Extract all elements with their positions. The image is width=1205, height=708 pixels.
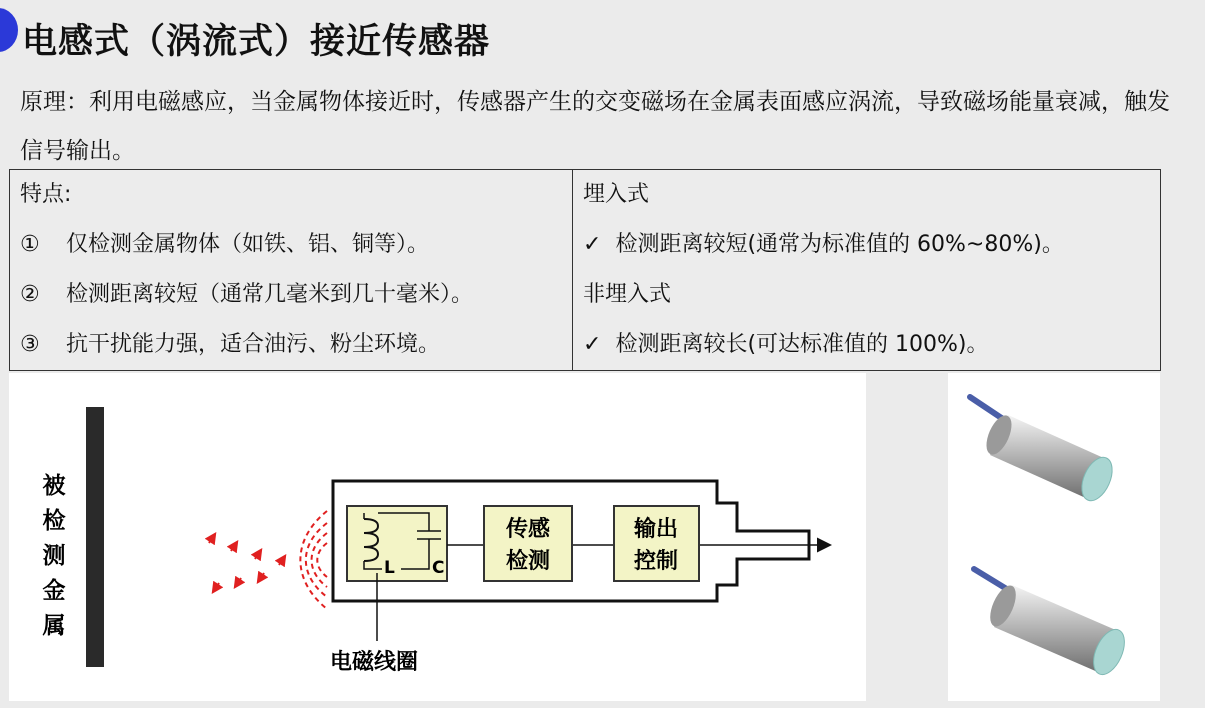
- inductor-label: L: [384, 558, 395, 578]
- metal-label-char: 测: [42, 543, 66, 569]
- metal-target: [86, 407, 104, 667]
- feature-number: ①: [20, 232, 40, 257]
- metal-label-char: 检: [42, 508, 66, 534]
- sense-block-label: 传感: [505, 517, 551, 542]
- embedded-detail: [573, 220, 1160, 270]
- mounting-cell: [573, 170, 1161, 371]
- diagram-svg: [9, 373, 866, 701]
- metal-label-char: 被: [42, 473, 66, 499]
- feature-item: [10, 270, 572, 320]
- check-icon: ✓: [583, 332, 602, 357]
- check-icon: ✓: [583, 232, 602, 257]
- feature-text: 仅检测金属物体（如铁、铝、铜等）。: [66, 232, 430, 257]
- sensor-photos: [948, 373, 1160, 701]
- metal-label-char: 金: [42, 578, 66, 604]
- embedded-label: 埋入式: [583, 182, 650, 207]
- output-block-label: 输出: [633, 517, 679, 542]
- feature-item: [10, 320, 572, 370]
- feature-number: ②: [20, 282, 40, 307]
- feature-text: 检测距离较短（通常几毫米到几十毫米）。: [66, 282, 474, 307]
- sensor-photo-icon: [974, 569, 1131, 679]
- feature-item: [10, 220, 572, 270]
- metal-label-char: 属: [42, 613, 66, 639]
- magnetic-field-lines: [209, 511, 327, 609]
- non-embedded-detail: [573, 320, 1160, 370]
- feature-number: ③: [20, 332, 40, 357]
- sensor-photo-icon: [948, 373, 1160, 701]
- corner-accent: [0, 8, 18, 52]
- features-table: [9, 169, 1161, 371]
- principle-text: 原理：利用电磁感应，当金属物体接近时，传感器产生的交变磁场在金属表面感应涡流，导致磁场能量衰减，触发信号输出。: [20, 89, 1170, 164]
- output-block-label: 控制: [633, 549, 679, 574]
- working-principle-diagram: [9, 373, 866, 701]
- page-title: 电感式（涡流式）接近传感器: [22, 22, 491, 62]
- feature-text: 抗干扰能力强，适合油污、粉尘环境。: [66, 332, 441, 357]
- sense-block-label: 检测: [505, 549, 551, 574]
- features-cell: [10, 170, 573, 371]
- sensor-photo-icon: [970, 397, 1118, 505]
- capacitor-label: C: [432, 558, 445, 578]
- coil-label: 电磁线圈: [329, 650, 419, 675]
- non-embedded-detail-text: 检测距离较长(可达标准值的 100%)。: [615, 332, 989, 357]
- non-embedded-label: 非埋入式: [583, 282, 672, 307]
- embedded-detail-text: 检测距离较短(通常为标准值的 60%~80%)。: [615, 232, 1064, 257]
- features-heading: 特点:: [20, 182, 72, 207]
